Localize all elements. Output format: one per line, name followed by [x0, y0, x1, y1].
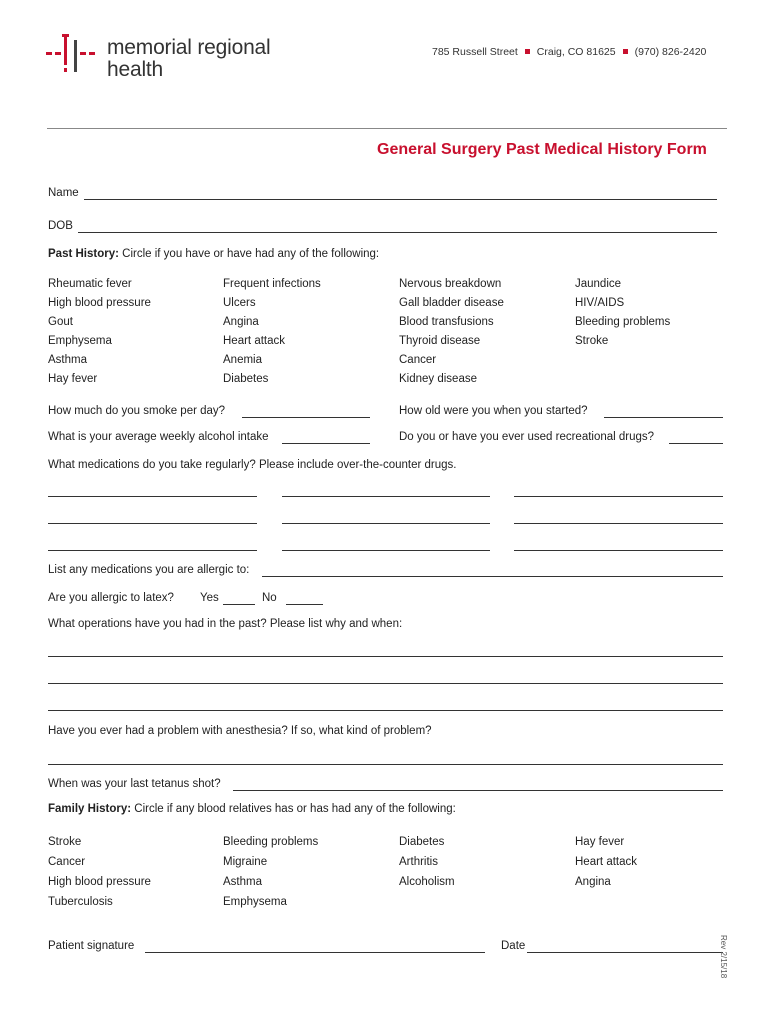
past-history-column-1 [48, 275, 151, 389]
condition-item[interactable]: Bleeding problems [575, 316, 671, 328]
name-label: Name [48, 187, 79, 199]
logo-line-1: memorial regional [107, 36, 271, 59]
operations-field[interactable] [48, 656, 723, 657]
condition-item[interactable]: Migraine [223, 856, 268, 868]
medication-field[interactable] [282, 496, 490, 497]
revision-note: Rev 2/15/18 [719, 935, 728, 979]
medication-field[interactable] [48, 523, 257, 524]
medication-field[interactable] [514, 523, 723, 524]
page-title: General Surgery Past Medical History Form [377, 141, 707, 158]
signature-label: Patient signature [48, 940, 135, 952]
past-history-column-4 [575, 275, 670, 351]
condition-item[interactable]: Jaundice [575, 278, 622, 290]
latex-no-field[interactable] [286, 604, 323, 605]
medication-field[interactable] [514, 496, 723, 497]
latex-question: Are you allergic to latex? [48, 592, 174, 604]
condition-item[interactable]: Ulcers [223, 297, 256, 309]
condition-item[interactable]: Tuberculosis [48, 896, 113, 908]
past-history-instructions: Circle if you have or have had any of the following: [122, 248, 380, 260]
logo-icon [46, 34, 102, 76]
family-history-column-4 [575, 832, 637, 892]
condition-item[interactable]: Blood transfusions [399, 316, 494, 328]
condition-item[interactable]: HIV/AIDS [575, 297, 625, 309]
past-history-label: Past History: [48, 248, 119, 260]
condition-item[interactable]: Angina [575, 876, 611, 888]
header-divider [47, 128, 727, 129]
medications-question: What medications do you take regularly? Please include over-the-counter drugs. [48, 459, 457, 471]
condition-item[interactable]: Diabetes [399, 836, 445, 848]
condition-item[interactable]: Heart attack [575, 856, 637, 868]
medication-field[interactable] [514, 550, 723, 551]
condition-item[interactable]: Heart attack [223, 335, 285, 347]
condition-item[interactable]: Gout [48, 316, 73, 328]
medication-field[interactable] [48, 496, 257, 497]
condition-item[interactable]: Stroke [575, 335, 609, 347]
dob-field[interactable] [78, 232, 717, 233]
tetanus-field[interactable] [233, 790, 723, 791]
bullet-icon [525, 49, 530, 54]
condition-item[interactable]: Frequent infections [223, 278, 321, 290]
alcohol-question: What is your average weekly alcohol intake [48, 431, 269, 443]
operations-field[interactable] [48, 683, 723, 684]
family-history-label: Family History: [48, 803, 132, 815]
medication-field[interactable] [48, 550, 257, 551]
phone: (970) 826-2420 [634, 46, 707, 58]
name-field[interactable] [84, 199, 717, 200]
anesthesia-question: Have you ever had a problem with anesthesia? If so, what kind of problem? [48, 725, 432, 737]
allergic-medications-question: List any medications you are allergic to: [48, 564, 250, 576]
family-history-instructions: Circle if any blood relatives has or has had any of the following: [134, 803, 456, 815]
condition-item[interactable]: Anemia [223, 354, 262, 366]
family-history-column-3 [399, 832, 455, 892]
logo-wordmark [107, 37, 271, 81]
condition-item[interactable]: Arthritis [399, 856, 438, 868]
condition-item[interactable]: Angina [223, 316, 259, 328]
condition-item[interactable]: Cancer [48, 856, 86, 868]
bullet-icon [623, 49, 628, 54]
condition-item[interactable]: Emphysema [48, 335, 112, 347]
drugs-question: Do you or have you ever used recreational drugs? [399, 431, 655, 443]
street: 785 Russell Street [432, 46, 518, 58]
condition-item[interactable]: Hay fever [575, 836, 625, 848]
past-history-column-3 [399, 275, 504, 389]
condition-item[interactable]: Alcoholism [399, 876, 455, 888]
smoke-start-field[interactable] [604, 417, 723, 418]
condition-item[interactable]: Asthma [48, 354, 87, 366]
past-history-heading [48, 248, 379, 260]
condition-item[interactable]: Stroke [48, 836, 82, 848]
condition-item[interactable]: Gall bladder disease [399, 297, 504, 309]
date-label: Date [501, 940, 526, 952]
latex-yes-label: Yes [200, 592, 219, 604]
medication-field[interactable] [282, 523, 490, 524]
tetanus-question: When was your last tetanus shot? [48, 778, 221, 790]
condition-item[interactable]: Emphysema [223, 896, 287, 908]
smoke-question: How much do you smoke per day? [48, 405, 226, 417]
date-field[interactable] [527, 952, 723, 953]
condition-item[interactable]: Rheumatic fever [48, 278, 132, 290]
condition-item[interactable]: Diabetes [223, 373, 269, 385]
alcohol-field[interactable] [282, 443, 370, 444]
logo-line-2: health [107, 58, 164, 81]
condition-item[interactable]: Asthma [223, 876, 262, 888]
family-history-column-2 [223, 832, 318, 912]
operations-question: What operations have you had in the past? Please list why and when: [48, 618, 403, 630]
anesthesia-field[interactable] [48, 764, 723, 765]
condition-item[interactable]: Kidney disease [399, 373, 477, 385]
condition-item[interactable]: High blood pressure [48, 297, 151, 309]
medication-field[interactable] [282, 550, 490, 551]
city: Craig, CO 81625 [536, 46, 616, 58]
smoke-start-question: How old were you when you started? [399, 405, 588, 417]
past-history-column-2 [223, 275, 321, 389]
family-history-heading [48, 803, 456, 815]
latex-no-label: No [262, 592, 277, 604]
family-history-column-1 [48, 832, 151, 912]
condition-item[interactable]: Cancer [399, 354, 437, 366]
address-line [432, 46, 706, 58]
signature-field[interactable] [145, 952, 485, 953]
condition-item[interactable]: Nervous breakdown [399, 278, 502, 290]
condition-item[interactable]: Hay fever [48, 373, 98, 385]
drugs-field[interactable] [669, 443, 723, 444]
condition-item[interactable]: Thyroid disease [399, 335, 481, 347]
condition-item[interactable]: Bleeding problems [223, 836, 319, 848]
condition-item[interactable]: High blood pressure [48, 876, 151, 888]
smoke-field[interactable] [242, 417, 370, 418]
dob-label: DOB [48, 220, 73, 232]
operations-field[interactable] [48, 710, 723, 711]
allergic-medications-field[interactable] [262, 576, 723, 577]
latex-yes-field[interactable] [223, 604, 255, 605]
